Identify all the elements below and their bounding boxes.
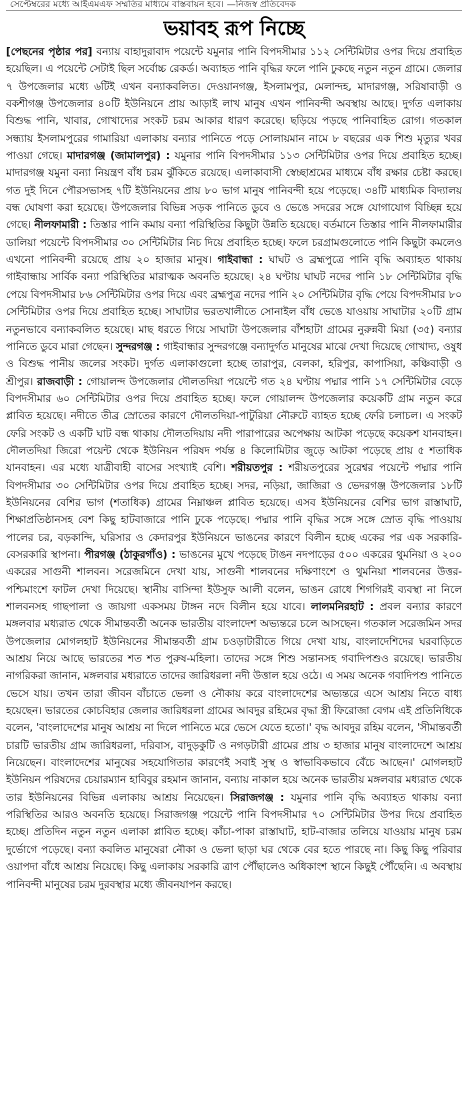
paragraph-1-text: যমুনার পানি বিপদসীমার ১১৩ সেন্টিমিটার ওপর দিয়ে প্রবাহিত হচ্ছে। মাদারগঞ্জ যমুনা বন্যা নিয়ন্ত্রণ বাঁধ চরম ঝুঁকিতে রয়েছে। এলাকাবাসী স্বেচ্ছাশ্রমের মাধ্যমে বাঁধ রক্ষার চেষ্টা করছে। গত দুই দিনে পৌরসভাসহ ৭টি ইউনিয়নের প্রায় ৮০ ভাগ মানুষ পানিবন্দী হয়ে পড়েছে। ৩৪টি মাধ্যমিক বিদ্যালয় বন্ধ ঘোষণা করা হয়েছে। উপজেলার বিভিন্ন সড়ক পানিতে ডুবে ও ভেঙে সদরের সঙ্গে যোগাযোগ বিচ্ছিন্ন হয়ে গেছে। bbox=[6, 150, 462, 232]
continuation-tag: [পেছনের পৃষ্ঠার পর] bbox=[6, 46, 93, 58]
paragraph-1-location: মাদারগঞ্জ (জামালপুর) : bbox=[66, 150, 170, 163]
paragraph-6-location: শরীয়তপুর : bbox=[231, 462, 283, 475]
paragraph-2-text: তিস্তার পানি কমায় বন্যা পরিস্থিতির কিছুটা উন্নতি হয়েছে। বর্তমানে তিস্তার পানি নীলফামারীর ডালিয়া পয়েন্টে বিপদসীমার ৩০ সেন্টিমিটার নিচ দিয়ে প্রবাহিত হচ্ছে। ফলে চরগ্রামগুলোতে পানি কিছুটা কমলেও এখনো পানিবন্দী রয়েছে প্রায় ২০ হাজার মানুষ। bbox=[6, 219, 462, 267]
paragraph-3-text: ঘাঘট ও ব্রহ্মপুত্রে পানি বৃদ্ধি অব্যাহত থাকায় গাইবান্ধায় সার্বিক বন্যা পরিস্থিতির মারাত্মক অবনতি হয়েছে। ২৪ ঘণ্টায় ঘাঘট নদের পানি ১৮ সেন্টিমিটার বৃদ্ধি পেয়ে বিপদসীমার ৮৬ সেন্টিমিটার ওপর দিয়ে এবং ব্রহ্মপুত্র নদের পানি ২০ সেন্টিমিটার বৃদ্ধি পেয়ে বিপদসীমার ৮০ সেন্টিমিটার ওপর দিয়ে প্রবাহিত হচ্ছে। সাঘাটার ভরতখালীতে সোনাইল বাঁধ ভেঙে যাওয়ায় সাঘাটার ২০টি গ্রাম নতুনভাবে বন্যাকবলিত হয়েছে। মাছ ধরতে গিয়ে সাঘাটা উপজেলার বাঁশহাটা গ্রামের নুরুন্নবী মিয়া (৩৫) বন্যার পানিতে ডুবে মারা গেছেন। bbox=[6, 254, 462, 353]
headline: ভয়াবহ রূপ নিচ্ছে bbox=[163, 16, 305, 40]
previous-article-tail: সেপ্টেম্বরের মধ্যে আইএমএফ সম্মতির মাধ্যমে বাস্তবায়ন হবে। —নিজস্ব প্রতিবেদক bbox=[10, 0, 296, 10]
paragraph-4-text: গাইবান্ধার সুন্দরগঞ্জে বন্যাদুর্গত মানুষের মাঝে দেখা দিয়েছে গোখাদ্য, ওষুধ ও বিশুদ্ধ পানীয় জলের সংকট। দুর্গত এলাকাগুলো হচ্ছে তারাপুর, বেলকা, হরিপুর, কাপাসিয়া, কঞ্চিবাড়ী ও শ্রীপুর। bbox=[6, 340, 462, 388]
paragraph-0-text: বন্যায় বাহাদুরাবাদ পয়েন্টে যমুনার পানি বিপদসীমার ১১২ সেন্টিমিটার ওপর দিয়ে প্রবাহিত হয়েছিল। এ পয়েন্টে সেটাই ছিল সর্বোচ্চ রেকর্ড। অব্যাহত পানি বৃদ্ধির ফলে পানি ঢুকছে নতুন নতুন গ্রামে। জেলার ৭ উপজেলার মধ্যে ৬টিই এখন বন্যাকবলিত। দেওয়ানগঞ্জ, ইসলামপুর, মেলান্দহ, মাদারগঞ্জ, সরিষাবাড়ী ও বকশীগঞ্জ উপজেলার ৪০টি ইউনিয়নে প্রায় আড়াই লাখ মানুষ এখন পানিবন্দী অবস্থায় আছে। দুর্গত এলাকায় বিশুদ্ধ পানি, খাবার, গোখাদ্যের সংকট চরম আকার ধারণ করেছে। ছড়িয়ে পড়ছে পানিবাহিত রোগ। গতকাল সন্ধ্যায় ইসলামপুরের গামারিয়া এলাকায় বন্যার পানিতে পড়ে সোলায়মান নামে ৮ বছরের এক শিশু মৃত্যুর খবর পাওয়া গেছে। bbox=[6, 46, 462, 163]
paragraph-7-text: ভাঙনের মুখে পড়েছে টাঙন নদপাড়ের ৫০০ একরের থুমনিয়া ও ২০০ একরের সাগুনী শালবন। সরেজমিনে দেখা যায়, সাগুনী শালবনের দক্ষিণাংশে ও থুমনিয়া শালবনের উত্তর-পশ্চিমাংশে ফাটল দেখা দিয়েছে। স্থানীয় বাসিন্দা ইউসুফ আলী বলেন, ভাঙন রোধে শিগগিরই ব্যবস্থা না নিলে শালবনসহ গাছপালা ও জায়গা একসময় টাঙ্গন নদে বিলীন হয়ে যাবে। bbox=[6, 548, 462, 613]
paragraph-4-location: সুন্দরগঞ্জ : bbox=[116, 340, 161, 353]
paragraph-7-location: পীরগঞ্জ (ঠাকুরগাঁও) : bbox=[84, 548, 176, 561]
paragraph-5-text: গোয়ালন্দ উপজেলার দৌলতদিয়া পয়েন্টে গত ২৪ ঘণ্টায় পদ্মার পানি ১৭ সেন্টিমিটার বেড়ে বিপদসীমার ৬০ সেন্টিমিটার ওপর দিয়ে প্রবাহিত হচ্ছে। ফলে গোয়ালন্দ উপজেলার কয়েকটি গ্রাম নতুন করে প্লাবিত হয়েছে। নদীতে তীব্র স্রোতের কারণে দৌলতদিয়া-পাটুরিয়া নৌরুটে ব্যাহত হচ্ছে ফেরি চলাচল। এ সংকট ফেরি সংকট ও একটি ঘাট বন্ধ থাকায় দৌলতদিয়ায় নদী পারাপারের অপেক্ষায় আটকা পড়েছে কয়েকশ যানবাহন। দৌলতদিয়া জিরো পয়েন্ট থেকে ইউনিয়ন পরিষদ পর্যন্ত ৪ কিলোমিটার জুড়ে আটকা পড়েছে প্রায় ৫ শতাধিক যানবাহন। এর মধ্যে যাত্রীবাহী বাসের সংখ্যাই বেশি। bbox=[6, 375, 462, 475]
paragraph-2-location: নীলফামারী : bbox=[34, 219, 87, 232]
paragraph-5-location: রাজবাড়ী : bbox=[37, 375, 83, 388]
paragraph-8-location: লালমনিরহাট : bbox=[310, 601, 374, 613]
paragraph-9-location: সিরাজগঞ্জ : bbox=[230, 791, 285, 804]
article-body bbox=[6, 44, 462, 1099]
divider bbox=[6, 10, 462, 11]
paragraph-6-text: শরীয়তপুরের সুরেশ্বর পয়েন্টে পদ্মার পানি বিপদসীমার ৩০ সেন্টিমিটার ওপর দিয়ে প্রবাহিত হচ্ছে। সদর, নড়িয়া, জাজিরা ও ভেদরগঞ্জ উপজেলার ১৮টি ইউনিয়নের বেশির ভাগ (শতাধিক) গ্রামের নিম্নাঞ্চল প্লাবিত হয়েছে। এসব ইউনিয়নের বেশির ভাগ রাস্তাঘাট, শিক্ষাপ্রতিষ্ঠানসহ বেশ কিছু হাটবাজারে পানি ঢুকে পড়েছে। পদ্মার পানি বৃদ্ধির সঙ্গে সঙ্গে স্রোত বৃদ্ধি পাওয়ায় পালের চর, বড়কান্দি, ঘরিসার ও কেদারপুর ইউনিয়নে ভাঙনের কারণে বিলীন হচ্ছে একের পর এক সরকারি-বেসরকারি স্থাপনা। bbox=[6, 462, 462, 561]
paragraph-9-text: যমুনার পানি বৃদ্ধি অব্যাহত থাকায় বন্যা পরিস্থিতির আরও অবনতি হয়েছে। সিরাজগঞ্জ পয়েন্টে পানি বিপদসীমার ৭০ সেন্টিমিটার উপর দিয়ে প্রবাহিত হচ্ছে। প্রতিদিন নতুন নতুন এলাকা প্লাবিত হচ্ছে। কাঁচা-পাকা রাস্তাঘাট, হাট-বাজার তলিয়ে যাওয়ায় মানুষ চরম দুর্ভোগে পড়েছে। বন্যা কবলিত মানুষেরা নৌকা ও ভেলা ছাড়া ঘর থেকে বের হতে পারছে না। কিছু কিছু পরিবার ওয়াপদা বাঁধে আশ্রয় নিয়েছে। কিছু এলাকায় সরকারি ত্রাণ পৌঁছালেও অধিকাংশ স্থানে কিছুই পৌঁছেনি। এ অবস্থায় পানিবন্দী মানুষের চরম দুরবস্থার মধ্যে জীবনযাপন করছে। bbox=[6, 791, 462, 891]
article-text bbox=[6, 44, 462, 894]
paragraph-3-location: গাইবান্ধা : bbox=[217, 254, 263, 267]
paragraph-8-text: প্রবল বন্যার কারণে মঙ্গলবার মধ্যরাত থেকে সীমান্তবর্তী অনেক ভারতীয় বাংলাদেশ অভ্যন্তরে চলে আসছেন। গতকাল সরেজমিন সদর উপজেলার মোগলহাট ইউনিয়নের সীমান্তবর্তী গ্রাম চওড়াটারীতে গিয়ে দেখা যায়, বাংলাদেশিদের ঘরবাড়িতে আশ্রয় নিয়ে আছে ভারতের শত শত পুরুষ-মহিলা। তাদের সঙ্গে শিশু সন্তানসহ গবাদিপশুও রয়েছে। ভারতীয় নাগরিকরা জানান, মঙ্গলবার মধ্যরাতে তাদের জারিধরলা নদী উত্তাল হয়ে ওঠে। এ সময় অনেক গবাদিপশু পানিতে ভেসে যায়। তখন তারা জীবন বাঁচাতে ভেলা ও নৌকায় করে বাংলাদেশের অভ্যন্তরে এসে আশ্রয় নিতে বাধ্য হয়েছেন। ভারতের কোচবিহার জেলার জারিধরলা গ্রামের আবদুর রহিমের বৃদ্ধা স্ত্রী ফিরোজা বেগম এই প্রতিনিধিকে বলেন, 'বাংলাদেশের মানুষ আশ্রয় না দিলে পানিতে মরে ভেসে যেতে হতো।' বৃদ্ধ আবদুর রহিম বলেন, 'সীমান্তবর্তী চারটি ভারতীয় গ্রাম জারিধরলা, দরিবাস, বাদুড়কুটি ও নগড়টারী গ্রামের প্রায় ৩ হাজার মানুষ বাংলাদেশে আশ্রয় নিয়েছেন। বাংলাদেশের মানুষের সহযোগিতার কারণেই সবাই সুস্থ ও স্বাভাবিকভাবে বেঁচে আছেন।' মোগলহাট ইউনিয়ন পরিষদের চেয়ারম্যান হাবিবুর রহমান জানান, বন্যায় নাকাল হয়ে অনেক ভারতীয় মঙ্গলবার মধ্যরাত থেকে তার ইউনিয়নের বিভিন্ন এলাকায় আশ্রয় নিয়েছেন। bbox=[6, 601, 462, 804]
